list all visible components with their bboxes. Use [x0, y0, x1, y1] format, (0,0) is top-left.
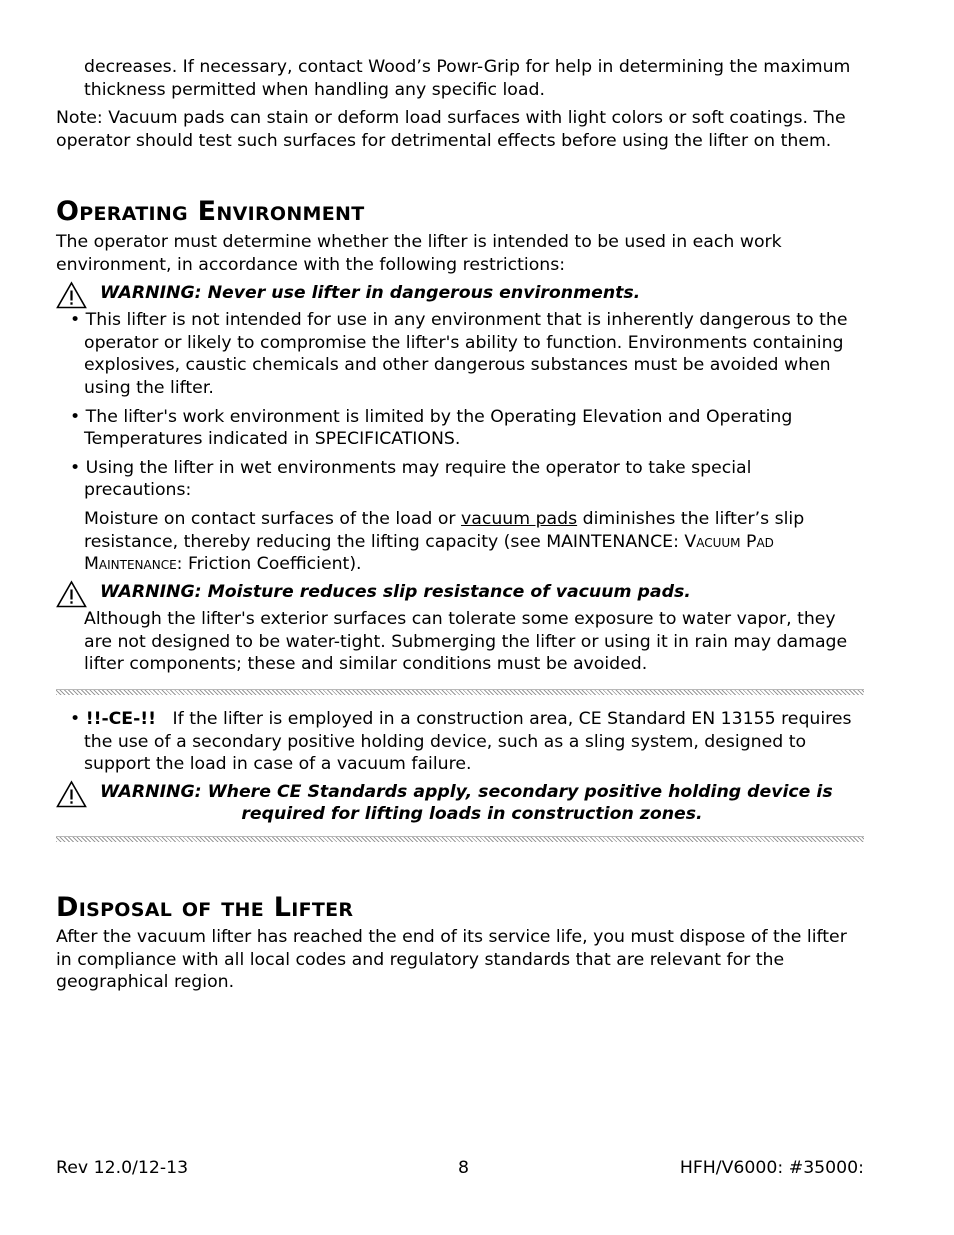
- bullet-dangerous: • This lifter is not intended for use in any environment that is inherently dangerous to the operator or likely to compromise the lifter's ability to function. Environments containing explosives, caustic chemicals and other dangerous substances must be avoided when using the lifter.: [70, 310, 848, 398]
- ce-mark: !!-CE-!!: [85, 709, 157, 730]
- section-divider: [56, 836, 864, 842]
- moisture-mid: diminishes the lifter’s slip resistance, thereby reducing the lifting capacity (see MAINTENANCE:: [84, 508, 805, 552]
- note-text: Note: Vacuum pads can stain or deform load surfaces with light colors or soft coatings. The operator should test such surfaces for detrimental effects before using the lifter on them.: [56, 108, 846, 151]
- moisture-post: : Friction Coefficient).: [176, 554, 362, 575]
- environment-intro: The operator must determine whether the lifter is intended to be used in each work environment, in accordance with the following restrictions:: [56, 232, 782, 275]
- exterior-paragraph: Although the lifter's exterior surfaces can tolerate some exposure to water vapor, they are not designed to be water-tight. Submerging the lifter or using it in rain may damage lifter components; these and similar conditions must be avoided.: [84, 609, 848, 675]
- page-number: 8: [458, 1158, 469, 1178]
- warning-triangle-icon: [56, 580, 87, 608]
- ce-bullet: [56, 708, 864, 776]
- disposal-text: After the vacuum lifter has reached the end of its service life, you must dispose of the lifter in compliance with all local codes and regulatory standards that are relevant for the geographical region.: [56, 927, 847, 993]
- warning-text: WARNING: Never use lifter in dangerous environments.: [100, 282, 641, 303]
- page-content: [56, 56, 864, 994]
- maintenance-ref: Vacuum Pad Maintenance: [84, 531, 774, 575]
- disposal-heading: Disposal of the Lifter: [56, 892, 354, 924]
- section-divider: [56, 689, 864, 695]
- warning-moisture: [56, 581, 864, 604]
- warning-triangle-icon: [56, 780, 87, 808]
- ce-text: If the lifter is employed in a construction area, CE Standard EN 13155 requires the use of a secondary positive holding device, such as a sling system, designed to support the load in case of a vacuum failure.: [84, 709, 858, 775]
- warning-text: WARNING: Moisture reduces slip resistance of vacuum pads.: [100, 581, 691, 602]
- vacuum-pads-link[interactable]: vacuum pads: [461, 508, 578, 529]
- document-id: HFH/V6000: #35000:: [679, 1158, 864, 1178]
- warning-ce: [56, 781, 864, 826]
- revision-label: Rev 12.0/12-13: [56, 1158, 189, 1178]
- bullet-mark: •: [70, 709, 86, 730]
- bullet-elevation: • The lifter's work environment is limited by the Operating Elevation and Operating Temperatures indicated in SPECIFICATIONS.: [70, 406, 793, 450]
- warning-line-2: required for lifting loads in construction zones.: [241, 804, 703, 825]
- page-footer: [56, 1157, 864, 1180]
- warning-dangerous-environments: [56, 282, 864, 305]
- warning-triangle-icon: [56, 281, 87, 309]
- moisture-pre: Moisture on contact surfaces of the load or: [84, 508, 462, 529]
- bullet-wet: • Using the lifter in wet environments may require the operator to take special precautions:: [70, 457, 752, 501]
- warning-line-1: WARNING: Where CE Standards apply, secondary positive holding device is: [100, 781, 833, 802]
- operating-environment-heading: Operating Environment: [56, 196, 365, 228]
- continuation-text: decreases. If necessary, contact Wood’s Powr-Grip for help in determining the maximum thickness permitted when handling any specific load.: [84, 57, 851, 100]
- moisture-paragraph: [56, 508, 864, 576]
